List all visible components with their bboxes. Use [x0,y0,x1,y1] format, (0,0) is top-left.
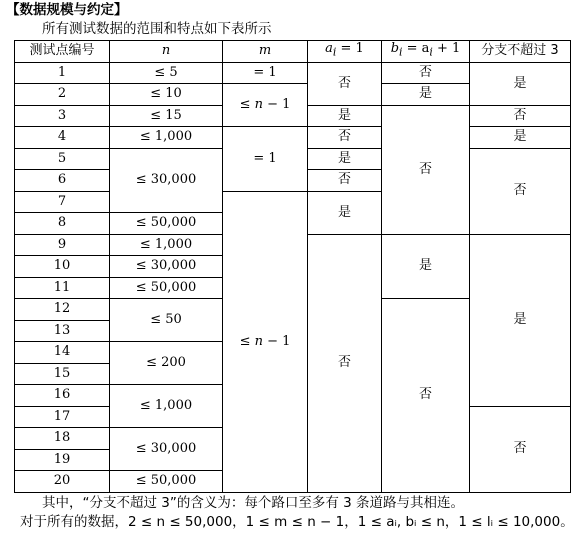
test-id: 5 [15,148,110,170]
test-id: 16 [15,385,110,407]
test-id: 18 [15,428,110,450]
test-id: 4 [15,127,110,149]
branch-flag: 是 [470,234,571,406]
b-flag: 否 [382,105,470,234]
branch-flag: 否 [470,148,571,234]
test-id: 20 [15,471,110,493]
n-range: ≤ 200 [110,342,223,385]
m-range: ≤ n − 1 [223,84,308,127]
test-id: 12 [15,299,110,321]
header-b-eq-a-plus-1: $b_i = a_i + 1$ [382,41,470,63]
n-range: ≤ 50,000 [110,213,223,235]
b-flag: 否 [382,299,470,493]
test-id: 19 [15,449,110,471]
n-range: ≤ 50,000 [110,471,223,493]
n-range: ≤ 30,000 [110,428,223,471]
n-range: ≤ 50,000 [110,277,223,299]
intro-text: 所有测试数据的范围和特点如下表所示 [42,21,272,37]
header-branch-le-3: 分支不超过 3 [470,41,571,63]
test-id: 13 [15,320,110,342]
a-flag: 否 [308,170,382,192]
m-range: ≤ n − 1 [223,191,308,492]
test-id: 1 [15,62,110,84]
test-id: 7 [15,191,110,213]
n-range: ≤ 1,000 [110,127,223,149]
section-heading: 【数据规模与约定】 [6,2,128,18]
a-flag: 是 [308,105,382,127]
m-range: = 1 [223,127,308,192]
n-range: ≤ 15 [110,105,223,127]
a-flag: 否 [308,127,382,149]
test-id: 2 [15,84,110,106]
table-row [15,62,571,84]
n-range: ≤ 30,000 [110,256,223,278]
n-range: ≤ 30,000 [110,148,223,213]
n-range: ≤ 50 [110,299,223,342]
n-range: ≤ 1,000 [110,385,223,428]
test-id: 3 [15,105,110,127]
b-flag: 否 [382,62,470,84]
n-range: ≤ 5 [110,62,223,84]
branch-definition-note: 其中，“分支不超过 3”的含义为：每个路口至多有 3 条道路与其相连。 [42,495,465,511]
test-id: 9 [15,234,110,256]
b-flag: 是 [382,234,470,299]
test-id: 15 [15,363,110,385]
table-header-row [15,41,571,63]
header-test-id: 测试点编号 [15,41,110,63]
test-id: 10 [15,256,110,278]
test-id: 11 [15,277,110,299]
test-id: 17 [15,406,110,428]
b-flag: 是 [382,84,470,106]
m-range: = 1 [223,62,308,84]
global-constraints-note: 对于所有的数据，2 ≤ n ≤ 50,000，1 ≤ m ≤ n − 1，1 ≤ aᵢ, bᵢ ≤ n，1 ≤ lᵢ ≤ 10,000。 [20,514,574,530]
branch-flag: 否 [470,105,571,127]
branch-flag: 是 [470,62,571,105]
header-a-eq-1: $a_i = 1$ [308,41,382,63]
a-flag: 是 [308,148,382,170]
table-row [15,127,571,149]
n-range: ≤ 1,000 [110,234,223,256]
test-data-table [14,40,571,493]
a-flag: 否 [308,234,382,492]
a-flag: 否 [308,62,382,105]
test-id: 6 [15,170,110,192]
test-id: 8 [15,213,110,235]
header-n: n [110,41,223,63]
branch-flag: 是 [470,127,571,149]
branch-flag: 否 [470,406,571,492]
a-flag: 是 [308,191,382,234]
test-id: 14 [15,342,110,364]
n-range: ≤ 10 [110,84,223,106]
header-m: m [223,41,308,63]
